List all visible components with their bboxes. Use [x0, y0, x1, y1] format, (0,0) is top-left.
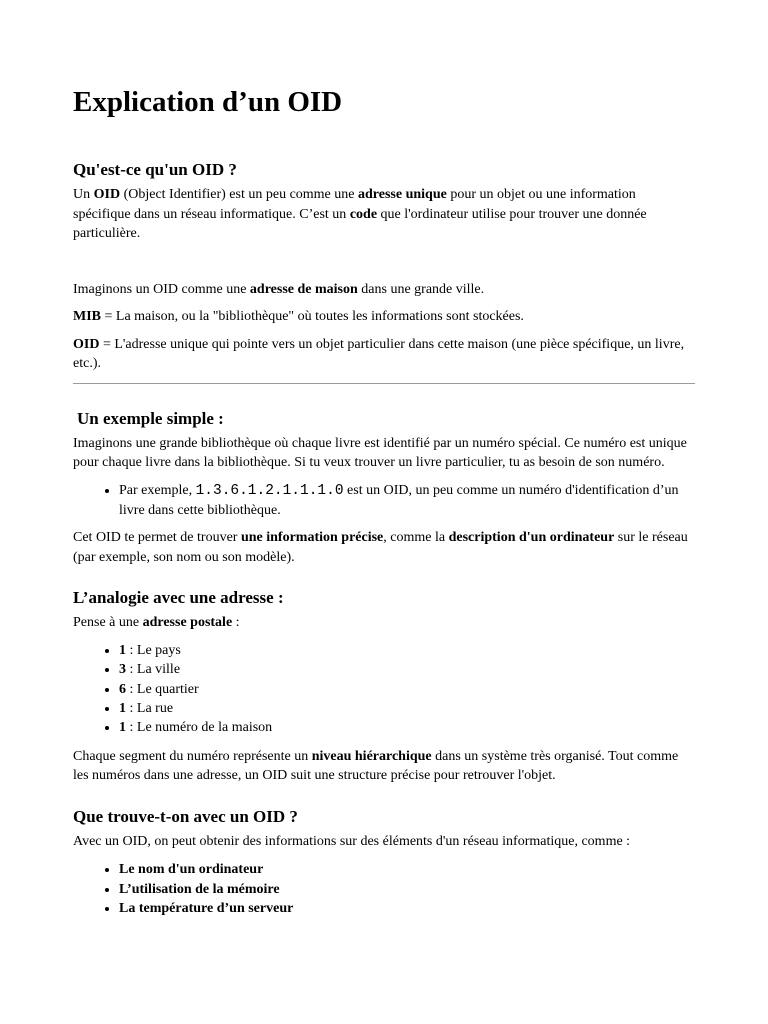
text: Chaque segment du numéro représente un	[73, 748, 312, 764]
text: (Object Identifier) est un peu comme une	[120, 187, 358, 202]
list-item	[119, 699, 695, 718]
bold-text: adresse de maison	[249, 281, 358, 297]
list-item: • La température d’un serveur	[119, 899, 695, 918]
text: Pense à une	[73, 615, 143, 631]
item-number: 1	[119, 701, 126, 717]
bold-text: niveau hiérarchique	[311, 748, 432, 764]
item-number: 6	[119, 681, 126, 697]
item-number: 1	[119, 642, 126, 658]
item-number: 1	[119, 720, 126, 736]
text: Imaginons un OID comme une	[73, 281, 250, 297]
bold-text: code	[349, 206, 378, 222]
text: = L'adresse unique qui pointe vers un objet particulier dans cette maison (une pièce spécifique, un livre, etc.).	[73, 336, 685, 371]
text: Cet OID te permet de trouver	[73, 530, 241, 546]
bold-text: une information précise	[240, 530, 384, 546]
paragraph-hierarchy	[73, 747, 695, 786]
list-item	[119, 718, 695, 737]
horizontal-divider	[73, 383, 695, 384]
text: que l'ordinateur utilise pour trouver une donnée particulière.	[73, 206, 647, 241]
paragraph-oid-purpose	[73, 528, 695, 567]
item-number: 3	[119, 662, 126, 678]
item-text: : La ville	[126, 662, 181, 678]
paragraph-oid-definition	[73, 185, 695, 244]
item-text: : Le quartier	[126, 681, 199, 697]
list-item: • Le nom d'un ordinateur	[119, 860, 695, 879]
bold-text: OID	[93, 187, 121, 202]
bold-text: adresse postale	[142, 615, 233, 631]
list-item	[119, 481, 695, 521]
text: dans une grande ville.	[357, 281, 485, 297]
info-list	[73, 860, 695, 918]
paragraph-library-example: Imaginons une grande bibliothèque où chaque livre est identifié par un numéro spécial. Ce numéro est unique pour chaque livre dans la bibliothèque. Si tu veux trouver un livre particulier, tu as besoin de son numéro.	[73, 435, 687, 470]
section-heading-what-to-find: Que trouve-t-on avec un OID ?	[73, 806, 298, 826]
paragraph-house-analogy	[73, 280, 695, 300]
text: = La maison, ou la "bibliothèque" où toutes les informations sont stockées.	[101, 309, 524, 324]
section-heading-what-is-oid: Qu'est-ce qu'un OID ?	[73, 160, 237, 179]
section-heading-address-analogy: L’analogie avec une adresse :	[73, 588, 284, 608]
bold-text: MIB	[73, 309, 101, 324]
list-item: • L’utilisation de la mémoire	[119, 880, 695, 899]
list-item	[119, 660, 695, 679]
text: pour un objet ou une information spécifique dans un réseau informatique. C’est un	[73, 187, 636, 222]
section-heading-simple-example: Un exemple simple :	[77, 408, 224, 428]
text: Par exemple,	[119, 482, 196, 498]
bold-text: description d'un ordinateur	[448, 530, 615, 546]
text: dans un système très organisé. Tout comme les numéros dans une adresse, un OID suit une structure précise pour retrouver l'objet.	[73, 748, 679, 784]
oid-code: 1.3.6.1.2.1.1.1.0	[195, 482, 344, 499]
example-list	[73, 481, 695, 521]
list-item	[119, 641, 695, 660]
text: :	[232, 615, 240, 631]
bold-text: OID	[73, 336, 100, 352]
item-text: : Le pays	[126, 642, 181, 658]
paragraph-postal-address	[73, 613, 695, 633]
page-title: Explication d’un OID	[73, 86, 343, 118]
bold-text: adresse unique	[358, 187, 447, 202]
text: Un	[73, 187, 94, 202]
text: est un OID, un peu comme un numéro d'identification d’un livre dans cette bibliothèque.	[119, 482, 679, 518]
address-list	[73, 641, 695, 738]
item-text: : La rue	[126, 701, 174, 717]
paragraph-mib	[73, 307, 695, 327]
paragraph-oid	[73, 335, 695, 374]
item-text: : Le numéro de la maison	[126, 720, 273, 736]
list-item	[119, 680, 695, 699]
text: sur le réseau (par exemple, son nom ou son modèle).	[73, 530, 688, 565]
text: , comme la	[383, 530, 449, 546]
paragraph-network-info: Avec un OID, on peut obtenir des informations sur des éléments d'un réseau informatique, comme :	[73, 833, 631, 849]
